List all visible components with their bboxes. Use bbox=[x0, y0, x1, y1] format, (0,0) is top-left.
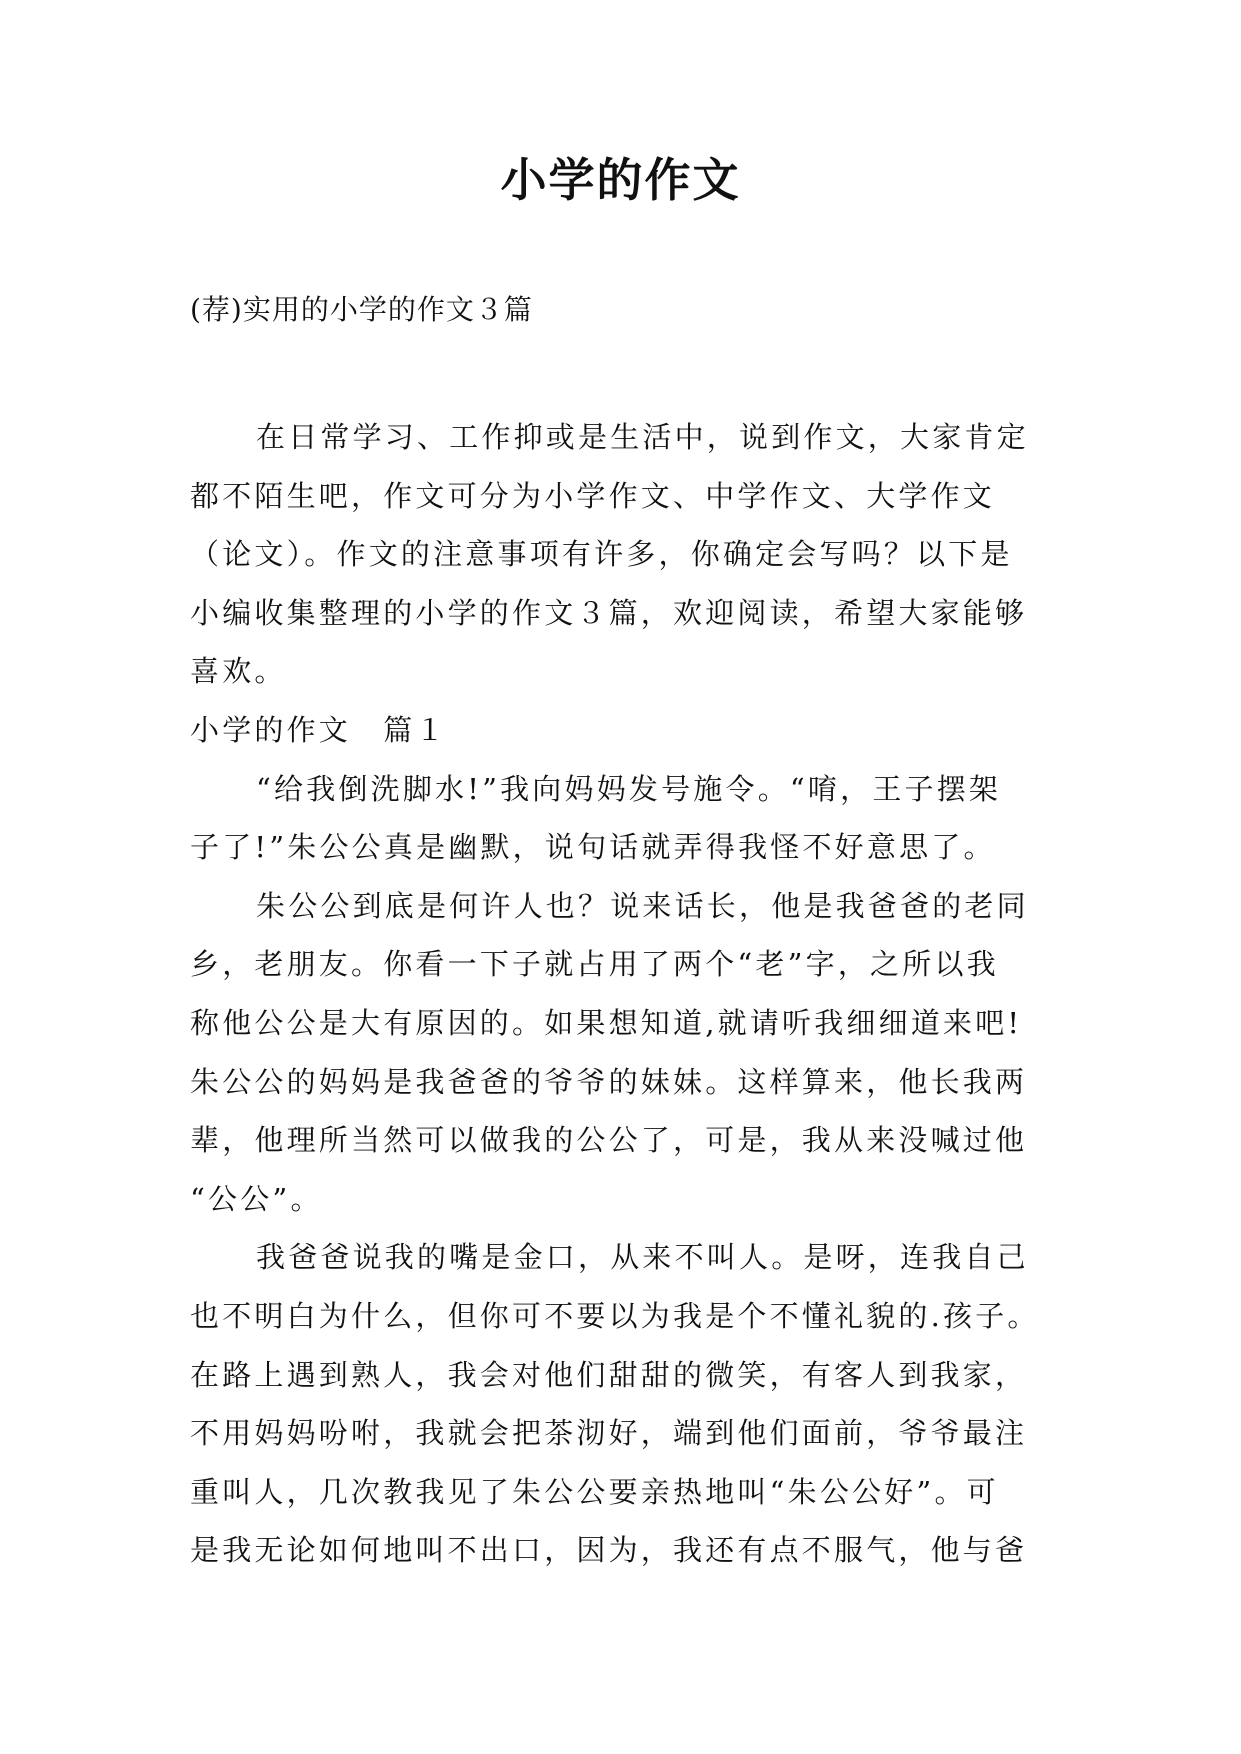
text-line: 小编收集整理的小学的作文３篇，欢迎阅读，希望大家能够 bbox=[190, 595, 1028, 630]
text-line: 重叫人，几次教我见了朱公公要亲热地叫“朱公公好”。可 bbox=[190, 1474, 999, 1509]
text-line: 在路上遇到熟人，我会对他们甜甜的微笑，有客人到我家， bbox=[190, 1357, 1028, 1392]
document-subtitle: (荐)实用的小学的作文３篇 bbox=[190, 293, 533, 326]
text-line: 都不陌生吧，作文可分为小学作文、中学作文、大学作文 bbox=[190, 478, 996, 513]
text-line: “公公”。 bbox=[190, 1181, 323, 1216]
text-line: 是我无论如何地叫不出口，因为，我还有点不服气，他与爸 bbox=[190, 1533, 1028, 1568]
text-line: 乡，老朋友。你看一下子就占用了两个“老”字，之所以我 bbox=[190, 947, 999, 982]
text-line: 小学的作文 篇１ bbox=[190, 712, 448, 747]
text-line: （论文）。作文的注意事项有许多，你确定会写吗？以下是 bbox=[190, 537, 1013, 572]
text-line: 也不明白为什么，但你可不要以为我是个不懂礼貌的.孩子。 bbox=[190, 1298, 1040, 1333]
document-title: 小学的作文 bbox=[500, 153, 741, 207]
text-line: 在日常学习、工作抑或是生活中，说到作文，大家肯定 bbox=[256, 420, 1029, 454]
text-line: 我爸爸说我的嘴是金口，从来不叫人。是呀，连我自己 bbox=[256, 1240, 1029, 1275]
text-line: “给我倒洗脚水!”我向妈妈发号施令。“唷，王子摆架 bbox=[256, 771, 1002, 806]
text-line: 子了!”朱公公真是幽默，说句话就弄得我怪不好意思了。 bbox=[190, 830, 996, 865]
text-line: 朱公公的妈妈是我爸爸的爷爷的妹妹。这样算来，他长我两 bbox=[190, 1064, 1028, 1099]
text-line: 不用妈妈吩咐，我就会把茶沏好，端到他们面前，爷爷最注 bbox=[190, 1416, 1028, 1451]
text-line: 辈，他理所当然可以做我的公公了，可是，我从来没喊过他 bbox=[190, 1123, 1028, 1158]
text-line: 朱公公到底是何许人也？说来话长，他是我爸爸的老同 bbox=[256, 888, 1029, 923]
text-line: 喜欢。 bbox=[190, 654, 287, 689]
text-line: 称他公公是大有原因的。如果想知道,就请听我细细道来吧! bbox=[190, 1005, 1023, 1040]
document-body bbox=[190, 408, 1050, 1580]
